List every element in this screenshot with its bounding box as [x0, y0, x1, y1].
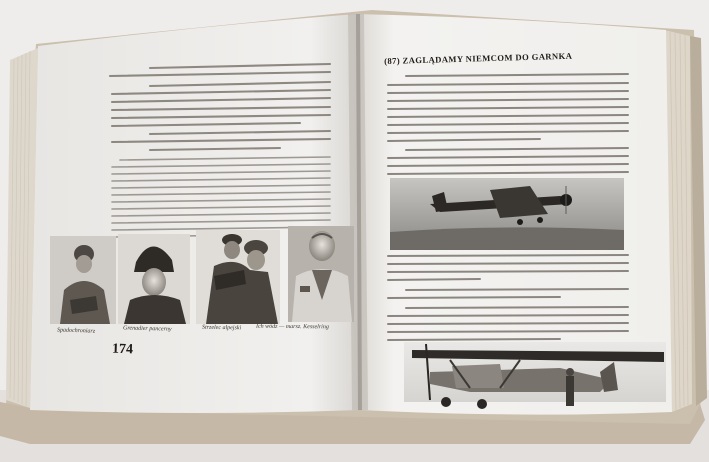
caption-alpine: Strzelec alpejski — [201, 324, 242, 332]
right-page-header: (87) ZAGLĄDAMY NIEMCOM DO GARNKA — [384, 50, 573, 66]
caption-grenadier: Grenadier pancerny — [122, 325, 172, 333]
caption-kesselring: Ich wódz — marsz. Kesselring — [255, 323, 329, 331]
caption-paratrooper: Spadochroniarz — [56, 327, 96, 335]
photo-paratrooper — [50, 236, 116, 324]
photo-storch — [404, 342, 666, 409]
photo-grenadier — [118, 234, 190, 324]
photo-spitfire — [390, 178, 624, 250]
photo-alpine — [196, 230, 280, 324]
photo-kesselring — [288, 226, 354, 322]
left-page-number: 174 — [111, 341, 134, 358]
